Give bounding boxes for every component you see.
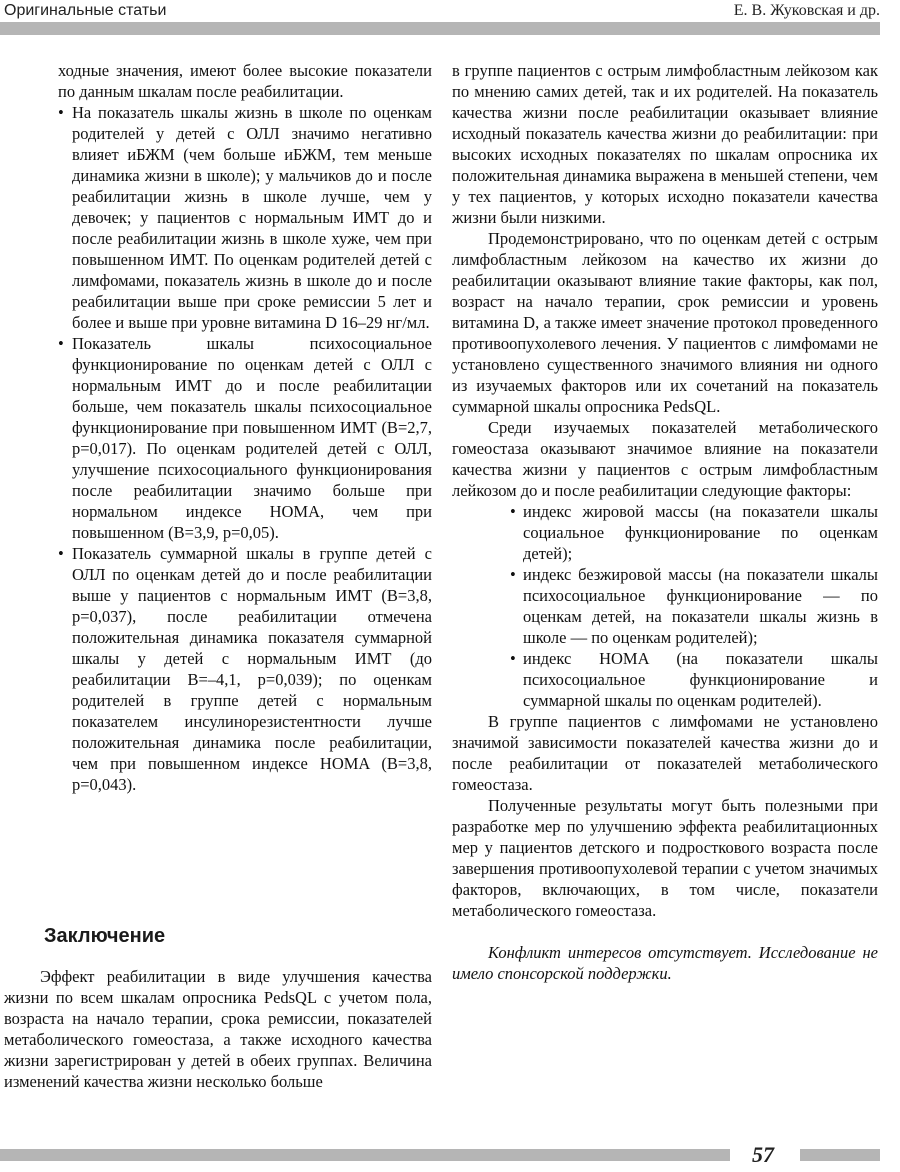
- left-intro-paragraph: ходные значения, имеют более высокие показатели по данным шкалам после реабилитации.: [58, 61, 432, 101]
- right-bullet-list: [510, 501, 878, 711]
- conclusion-paragraph: Эффект реабилитации в виде улучшения качества жизни по всем шкалам опросника PedsQL с учетом пола, возраста на начало терапии, срока ремиссии, показателей метаболического гомеостаза, а также исходного качества жизни зарегистрирован у детей в обеих группах. Величина изменений качества жизни несколько больше: [4, 967, 432, 1091]
- right-paragraph-1: в группе пациентов с острым лимфобластным лейкозом как по мнению самих детей, так и их родителей. На показатель качества жизни после реабилитации оказывает влияние исходный показатель качества жизни до реабилитации: при высоких исходных показателях по шкалам опросника их положительная динамика выражена в меньшей степени, чем у тех пациентов, у которых исходно показатели качества жизни были низкими.: [452, 61, 878, 227]
- conclusion-section: [4, 966, 432, 1092]
- footer-rule-left: [0, 1149, 730, 1161]
- right-column: [452, 60, 878, 984]
- conflict-of-interest-note: Конфликт интересов отсутствует. Исследование не имело спонсорской поддержки.: [452, 943, 878, 983]
- right-paragraph-3: Среди изучаемых показателей метаболического гомеостаза оказывают значимое влияние на показатели качества жизни у пациентов с острым лимфобластным лейкозом до и после реабилитации следующие факторы:: [452, 418, 878, 500]
- header-rule: [0, 22, 880, 35]
- conclusion-heading: Заключение: [44, 925, 166, 947]
- right-paragraph-5: Полученные результаты могут быть полезными при разработке мер по улучшению эффекта реабилитационных мер у пациентов детского и подросткового возраста после завершения противоопухолевой терапии с учетом значимых факторов, включающих, в том числе, показатели метаболического гомеостаза.: [452, 796, 878, 920]
- left-bullet-list: [58, 102, 432, 795]
- page-header: [0, 0, 900, 40]
- right-bullet-1: • индекс жировой массы (на показатели шкалы социальное функционирование по оценкам детей);: [510, 501, 878, 564]
- left-column: [58, 60, 432, 795]
- left-bullet-1: • На показатель шкалы жизнь в школе по оценкам родителей у детей с ОЛЛ значимо негативно влияет иБЖМ (чем больше иБЖМ, тем меньше динамика жизни в школе); у мальчиков до и после реабилитации жизнь в школе лучше, чем у девочек; у пациентов с нормальным ИМТ до и после реабилитации жизнь в школе хуже, чем при повышенном ИМТ. По оценкам родителей детей с лимфомами, показатель жизнь в школе до и после реабилитации выше при сроке ремиссии 5 лет и более и выше при уровне витамина D 16–29 нг/мл.: [58, 102, 432, 333]
- left-bullet-2: • Показатель шкалы психосоциальное функционирование по оценкам детей с ОЛЛ с нормальным ИМТ до и после реабилитации больше, чем показатель шкалы психосоциальное функционирование при повышенном ИМТ (В=2,7, р=0,017). По оценкам родителей детей с ОЛЛ, улучшение психосоциального функционирования после реабилитации значимо больше при нормальном индексе HOMA, чем при повышенном (В=3,9, р=0,05).: [58, 333, 432, 543]
- authors-running-head: Е. В. Жуковская и др.: [733, 2, 880, 19]
- right-bullet-2: • индекс безжировой массы (на показатели шкалы психосоциальное функционирование — по оценкам детей, на показатели шкалы жизнь в школе — по оценкам родителей);: [510, 564, 878, 648]
- right-paragraph-2: Продемонстрировано, что по оценкам детей с острым лимфобластным лейкозом на качество их жизни до реабилитации оказывают влияние такие факторы, как пол, возраст на начало терапии, срок ремиссии и уровень витамина D, а также имеет значение протокол проведенного противоопухолевого лечения. У пациентов с лимфомами не установлено существенного значимого влияния ни одного из изучаемых факторов или их сочетаний на показатель суммарной шкалы опросника PedsQL.: [452, 229, 878, 416]
- right-bullet-3: • индекс HOMA (на показатели шкалы психосоциальное функционирование и суммарной шкалы по оценкам родителей).: [510, 648, 878, 711]
- left-bullet-3: • Показатель суммарной шкалы в группе детей с ОЛЛ по оценкам детей до и после реабилитации выше у пациентов с нормальным ИМТ (В=3,8, р=0,037), после реабилитации отмечена положительная динамика показателя суммарной шкалы у детей с нормальным ИМТ (до реабилитации В=–4,1, р=0,039); по оценкам родителей в группе детей с нормальным показателем инсулинорезистентности лучше положительная динамика после реабилитации, чем при повышенном индексе HOMA (В=3,8, р=0,043).: [58, 543, 432, 795]
- right-paragraph-4: В группе пациентов с лимфомами не установлено значимой зависимости показателей качества жизни до и после реабилитации от показателей метаболического гомеостаза.: [452, 712, 878, 794]
- page-number: 57: [752, 1142, 774, 1167]
- footer-rule-right: [800, 1149, 880, 1161]
- section-title: Оригинальные статьи: [4, 2, 167, 19]
